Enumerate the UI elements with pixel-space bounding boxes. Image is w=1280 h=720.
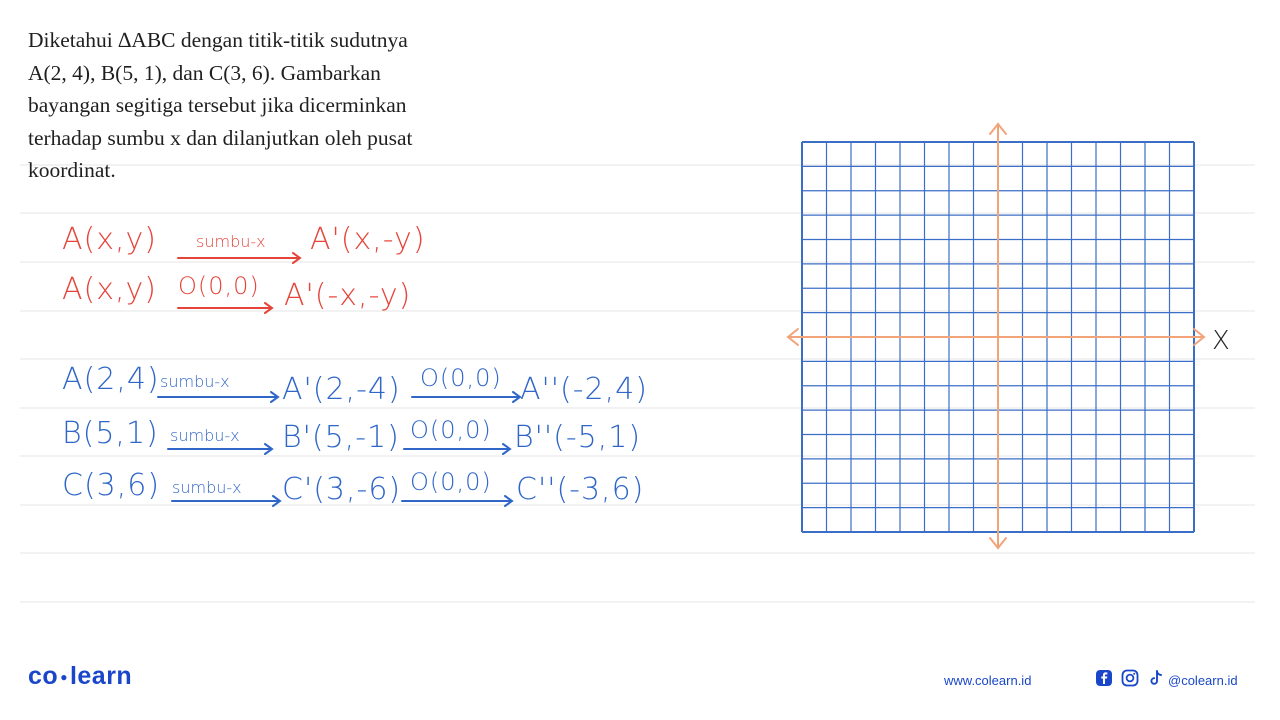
work-c-mid: C'(3,-6) [282, 472, 402, 507]
rule-1-to: A'(x,-y) [310, 222, 426, 257]
instagram-icon[interactable] [1120, 668, 1140, 688]
work-c-via2: O(0,0) [410, 468, 492, 496]
work-b-mid: B'(5,-1) [282, 420, 400, 455]
facebook-icon[interactable] [1094, 668, 1114, 688]
work-a-via2: O(0,0) [420, 364, 502, 392]
work-c-via1: sumbu-x [172, 478, 242, 497]
work-a-via1: sumbu-x [160, 372, 230, 391]
x-axis-label: X [1212, 326, 1230, 356]
logo-co: co [28, 662, 59, 690]
rule-1-via: sumbu-x [196, 232, 266, 251]
work-a-result: A''(-2,4) [520, 372, 648, 407]
rule-1-from: A(x,y) [62, 222, 157, 257]
work-b-via2: O(0,0) [410, 416, 492, 444]
problem-line-2: A(2, 4), B(5, 1), dan C(3, 6). Gambarkan [28, 60, 381, 85]
work-c-result: C''(-3,6) [516, 472, 645, 507]
social-icons [1094, 668, 1166, 688]
work-b-result: B''(-5,1) [514, 420, 642, 455]
coordinate-grid [780, 118, 1250, 558]
work-c-point: C(3,6) [62, 468, 161, 503]
tiktok-icon[interactable] [1146, 668, 1166, 688]
problem-line-4: terhadap sumbu x dan dilanjutkan oleh pusat [28, 125, 413, 150]
problem-line-3: bayangan segitiga tersebut jika dicerminkan [28, 93, 407, 117]
problem-line-5: koordinat. [28, 158, 116, 182]
work-b-point: B(5,1) [62, 416, 159, 451]
work-a-mid: A'(2,-4) [282, 372, 401, 407]
work-b-via1: sumbu-x [170, 426, 240, 445]
website-link[interactable]: www.colearn.id [944, 673, 1032, 688]
colearn-logo [28, 662, 132, 691]
rule-2-via: O(0,0) [178, 272, 260, 300]
logo-dot: ● [60, 670, 68, 685]
rule-2-to: A'(-x,-y) [284, 278, 412, 313]
problem-line-1: Diketahui ∆ABC dengan titik-titik sudutnya [28, 28, 408, 52]
social-handle: @colearn.id [1168, 673, 1238, 688]
work-a-point: A(2,4) [62, 362, 160, 397]
logo-learn: learn [69, 662, 133, 690]
rule-2-from: A(x,y) [62, 272, 157, 307]
